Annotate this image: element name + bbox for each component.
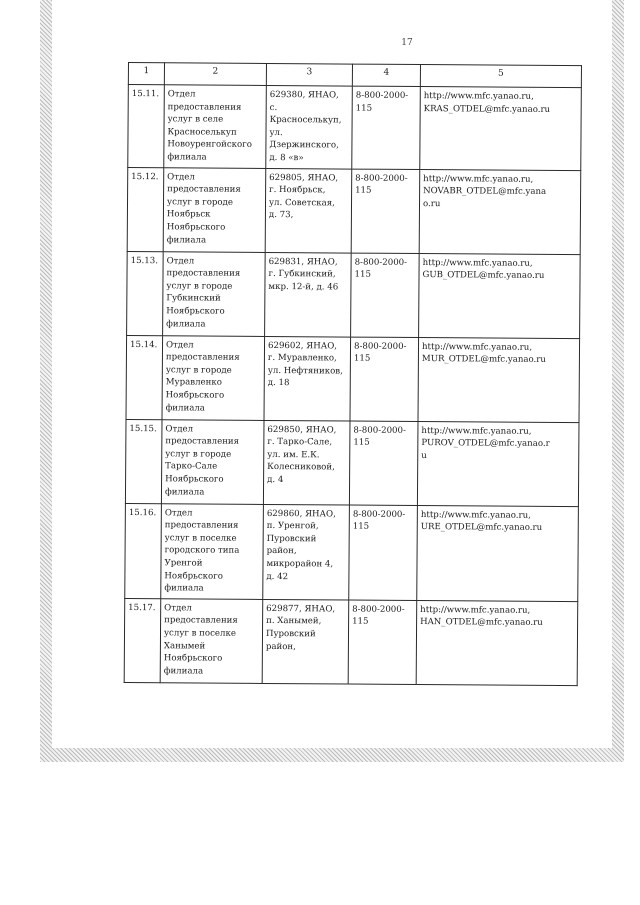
office-address: 629602, ЯНАО, г. Муравленко, ул. Нефтяников, д. 18 [264, 336, 351, 421]
row-number: 15.17. [124, 598, 161, 682]
office-phone: 8-800-2000- 115 [349, 505, 418, 601]
column-header: 3 [266, 63, 352, 86]
row-number: 15.15. [125, 419, 162, 503]
office-address: 629877, ЯНАО, п. Ханымей, Пуровский район, [262, 599, 349, 684]
table-row [124, 598, 578, 685]
table-row [128, 85, 582, 171]
office-address: 629860, ЯНАО, п. Уренгой, Пуровский район, микрорайон 4, д. 42 [263, 504, 350, 600]
office-phone: 8-800-2000- 115 [351, 253, 420, 337]
office-name: Отдел предоставления услуг в городе Тарко-Сале Ноябрьского филиала [161, 419, 264, 504]
column-header: 1 [128, 63, 164, 85]
mfc-offices-table [124, 62, 582, 686]
office-website-email: http://www.mfc.yanao.ru, HAN_OTDEL@mfc.yanao.ru [416, 600, 578, 685]
office-name: Отдел предоставления услуг в поселке городского типа Уренгой Ноябрьского филиала [161, 503, 264, 599]
office-website-email: http://www.mfc.yanao.ru, PUROV_OTDEL@mfc.yanao.r u [417, 421, 579, 506]
office-address: 629850, ЯНАО, г. Тарко-Сале, ул. им. Е.К. Колесниковой, д. 4 [263, 420, 350, 505]
page-number: 17 [401, 38, 413, 48]
office-name: Отдел предоставления услуг в городе Губкинский Ноябрьского филиала [163, 251, 266, 336]
row-number: 15.16. [125, 503, 162, 598]
office-phone: 8-800-2000- 115 [352, 86, 421, 169]
office-address: 629805, ЯНАО, г. Ноябрьск, ул. Советская, д. 73, [265, 168, 352, 253]
office-name: Отдел предоставления услуг в поселке Ханымей Ноябрьского филиала [160, 598, 263, 683]
row-number: 15.12. [127, 167, 164, 251]
table-row [125, 503, 579, 601]
office-website-email: http://www.mfc.yanao.ru, MUR_OTDEL@mfc.yanao.ru [418, 337, 580, 422]
office-website-email: http://www.mfc.yanao.ru, KRAS_OTDEL@mfc.yanao.ru [420, 87, 582, 171]
office-phone: 8-800-2000- 115 [351, 169, 420, 253]
row-number: 15.11. [128, 85, 165, 168]
office-address: 629831, ЯНАО, г. Губкинский, мкр. 12-й, д. 46 [265, 252, 352, 337]
office-address: 629380, ЯНАО, с. Красноселькуп, ул. Дзержинского, д. 8 «в» [266, 85, 353, 168]
column-header: 2 [164, 63, 266, 86]
row-number: 15.14. [126, 335, 163, 419]
office-phone: 8-800-2000- 115 [350, 337, 419, 421]
table-row [127, 251, 581, 338]
office-name: Отдел предоставления услуг в городе Муравленко Ноябрьского филиала [162, 335, 265, 420]
column-header: 4 [352, 64, 420, 86]
office-website-email: http://www.mfc.yanao.ru, URE_OTDEL@mfc.yanao.ru [417, 505, 579, 601]
office-phone: 8-800-2000- 115 [349, 421, 418, 505]
office-name: Отдел предоставления услуг в селе Красноселькуп Новоуренгойского филиала [164, 85, 267, 168]
office-phone: 8-800-2000- 115 [348, 600, 417, 684]
row-number: 15.13. [127, 251, 164, 335]
table-header-row [128, 63, 581, 88]
table-row [127, 167, 581, 254]
table-row [126, 335, 580, 422]
table-row [125, 419, 579, 506]
office-website-email: http://www.mfc.yanao.ru, GUB_OTDEL@mfc.yanao.ru [419, 253, 581, 338]
office-name: Отдел предоставления услуг в городе Ноябрьск Ноябрьского филиала [163, 167, 266, 252]
office-website-email: http://www.mfc.yanao.ru, NOVABR_OTDEL@mfc.yana o.ru [419, 169, 581, 254]
column-header: 5 [420, 65, 581, 88]
